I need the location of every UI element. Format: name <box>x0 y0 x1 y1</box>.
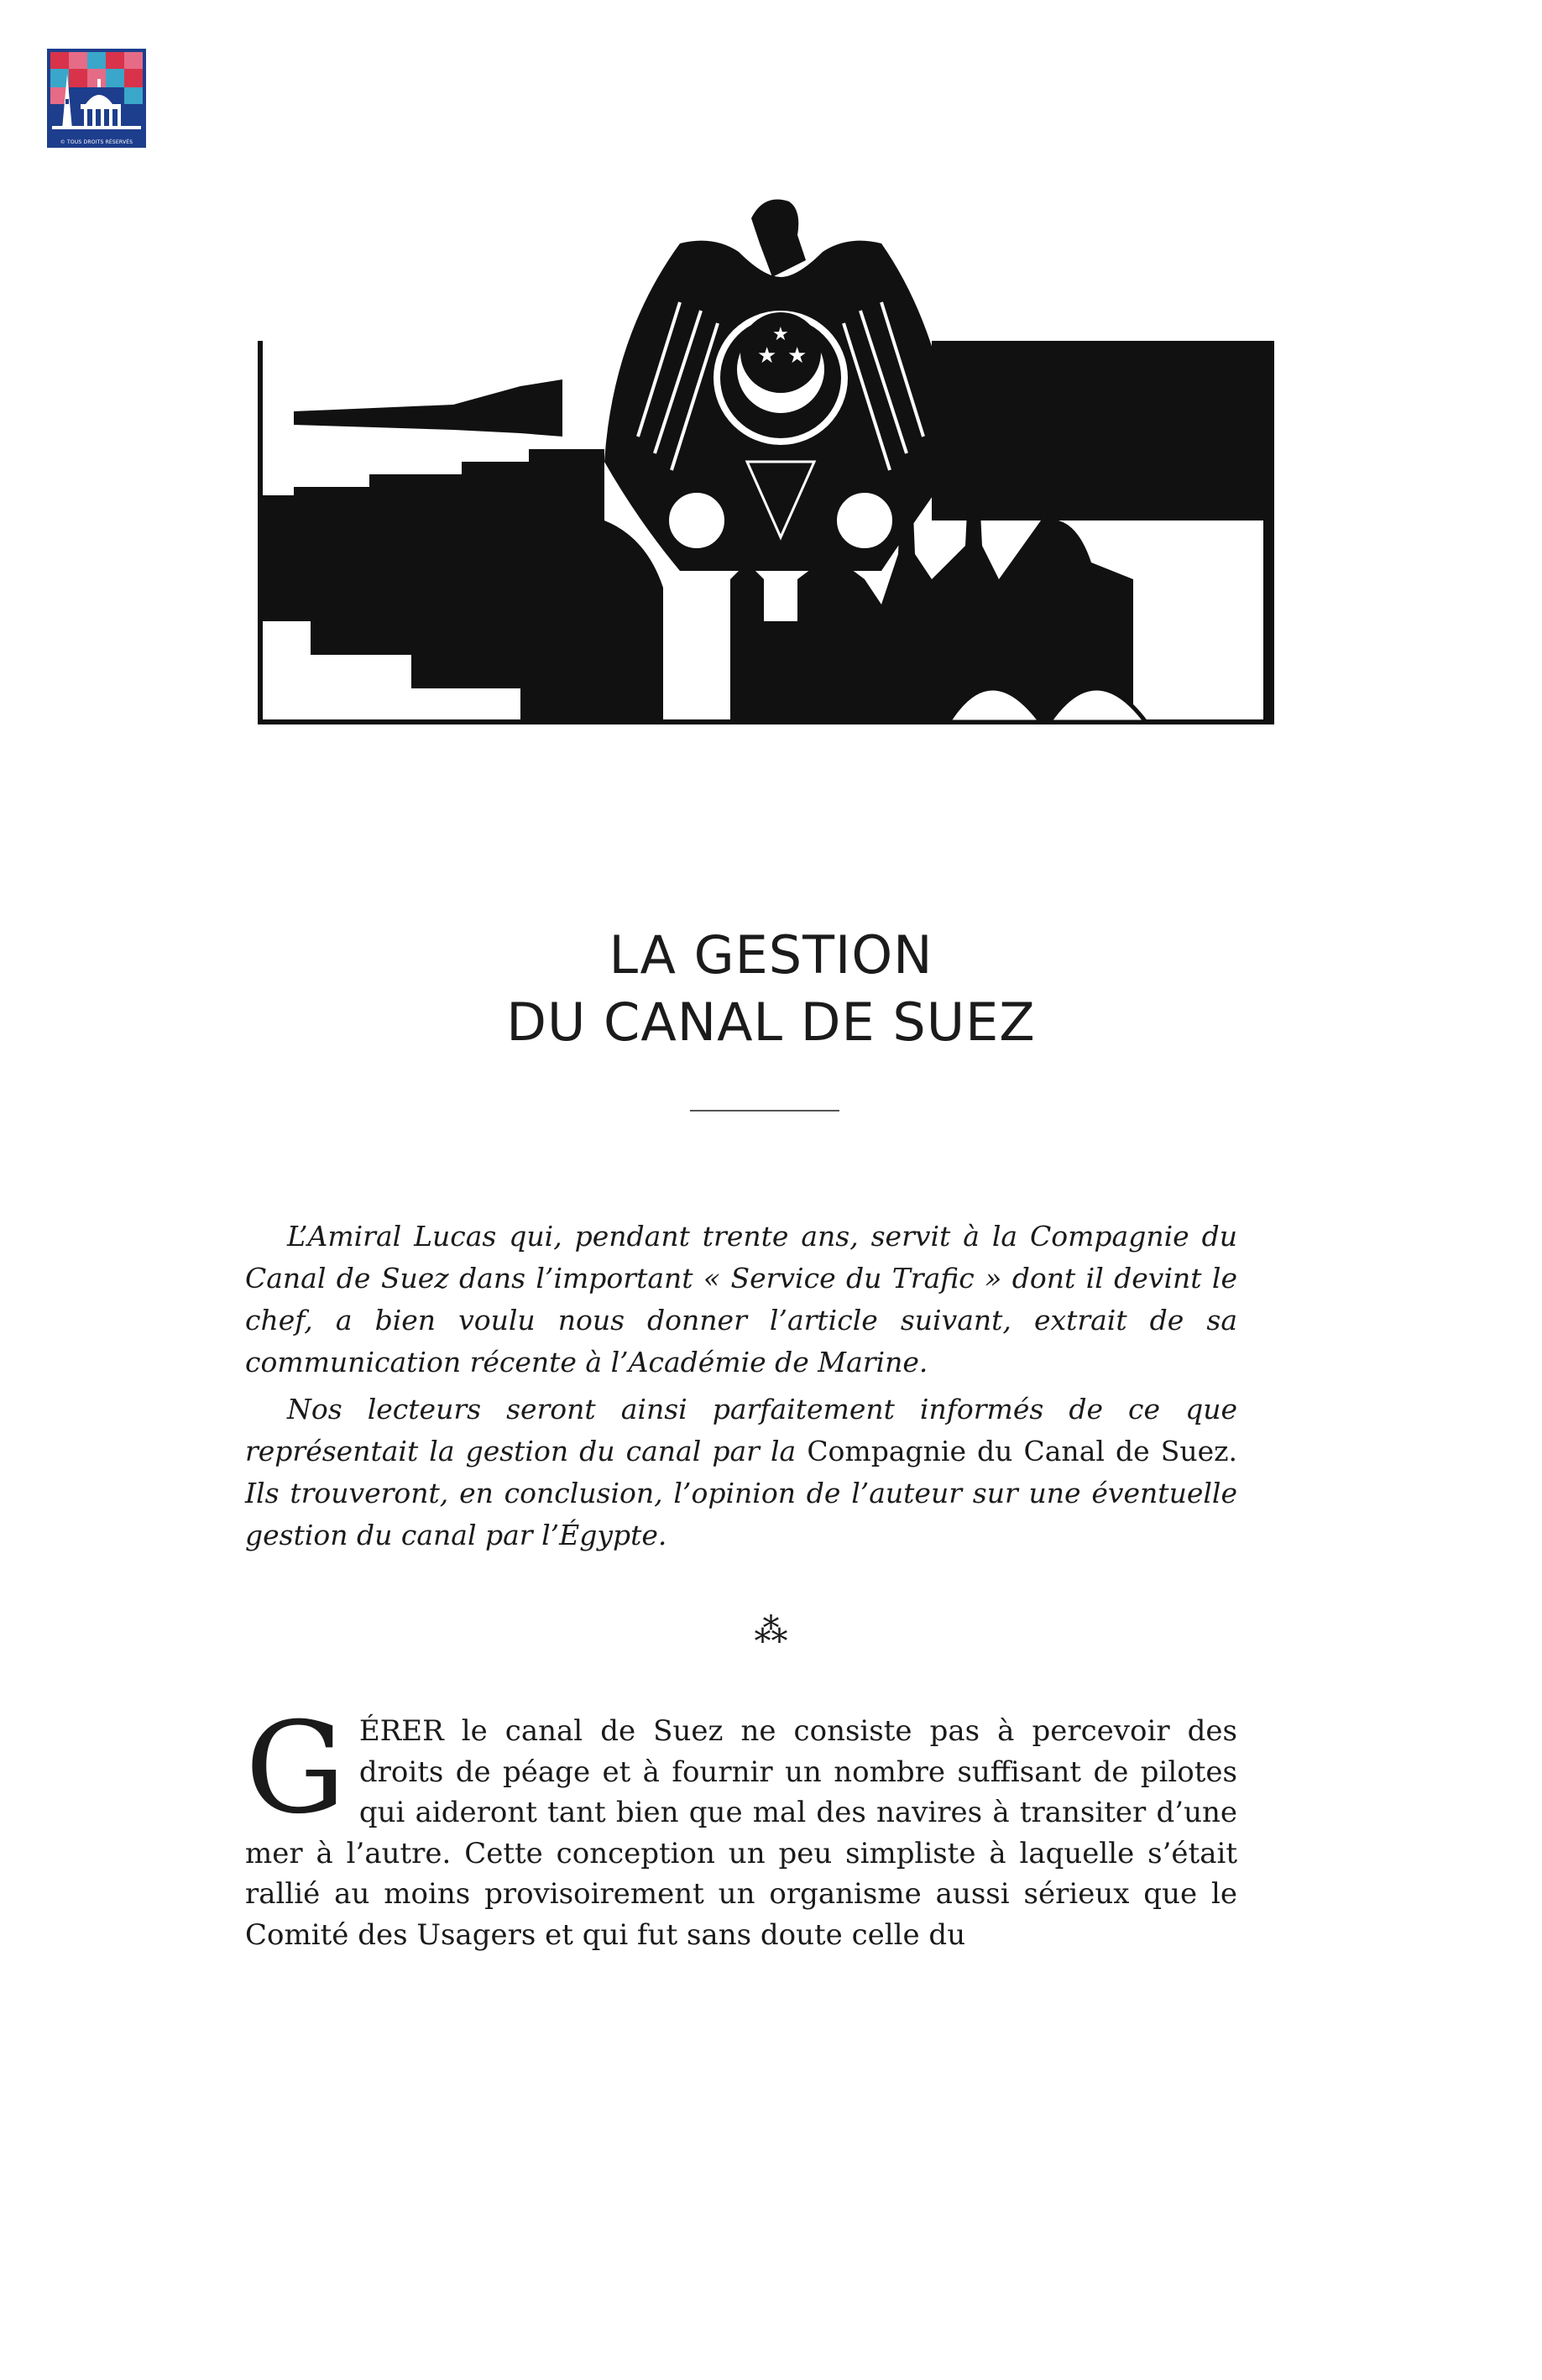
eagle-crescent-skyline-illustration <box>243 185 1276 756</box>
svg-text:★: ★ <box>772 324 789 345</box>
publisher-logo <box>47 49 146 148</box>
title-divider <box>690 1110 839 1112</box>
svg-text:★: ★ <box>757 343 777 369</box>
svg-text:★: ★ <box>787 343 808 369</box>
intro-p2-roman: Compagnie du Canal de Suez. <box>807 1435 1237 1467</box>
intro-paragraph-2 <box>245 1389 1237 1556</box>
heritage-building-logo-icon <box>47 49 146 138</box>
logo-caption: © TOUS DROITS RÉSERVÉS <box>47 138 146 148</box>
article-body <box>245 1696 1237 1955</box>
drop-cap: G <box>245 1696 346 1842</box>
article-title <box>0 922 1542 1056</box>
header-illustration <box>243 185 1276 756</box>
article-title-line-2: DU CANAL DE SUEZ <box>506 991 1036 1053</box>
article-intro <box>245 1216 1237 1561</box>
intro-p2-italic-b: Ils trouveront, en conclusion, l’opinion de l’auteur sur une éventuelle gestion du canal par l’Égypte. <box>245 1477 1237 1551</box>
section-asterism: ⁂ <box>754 1612 788 1650</box>
article-title-line-1: LA GESTION <box>609 924 933 986</box>
intro-p2-italic-a: Nos lecteurs seront ainsi parfaitement informés de ce que représentait la gestion du canal par la <box>245 1393 1237 1467</box>
intro-paragraph-1: L’Amiral Lucas qui, pendant trente ans, servit à la Compagnie du Canal de Suez dans l’important « Service du Trafic » dont il devint le chef, a bien voulu nous donner l’article suivant, extrait de sa communication récente à l’Académie de Marine. <box>245 1220 1237 1378</box>
body-text: ÉRER le canal de Suez ne consiste pas à percevoir des droits de péage et à fournir un nombre suffisant de pilotes qui aideront tant bien que mal des navires à transiter d’une mer à l’autre. Cette conception un peu simpliste à laquelle s’était rallié au moins provisoirement un organisme aussi sérieux que le Comité des Usagers et qui fut sans doute celle du <box>245 1714 1237 1952</box>
